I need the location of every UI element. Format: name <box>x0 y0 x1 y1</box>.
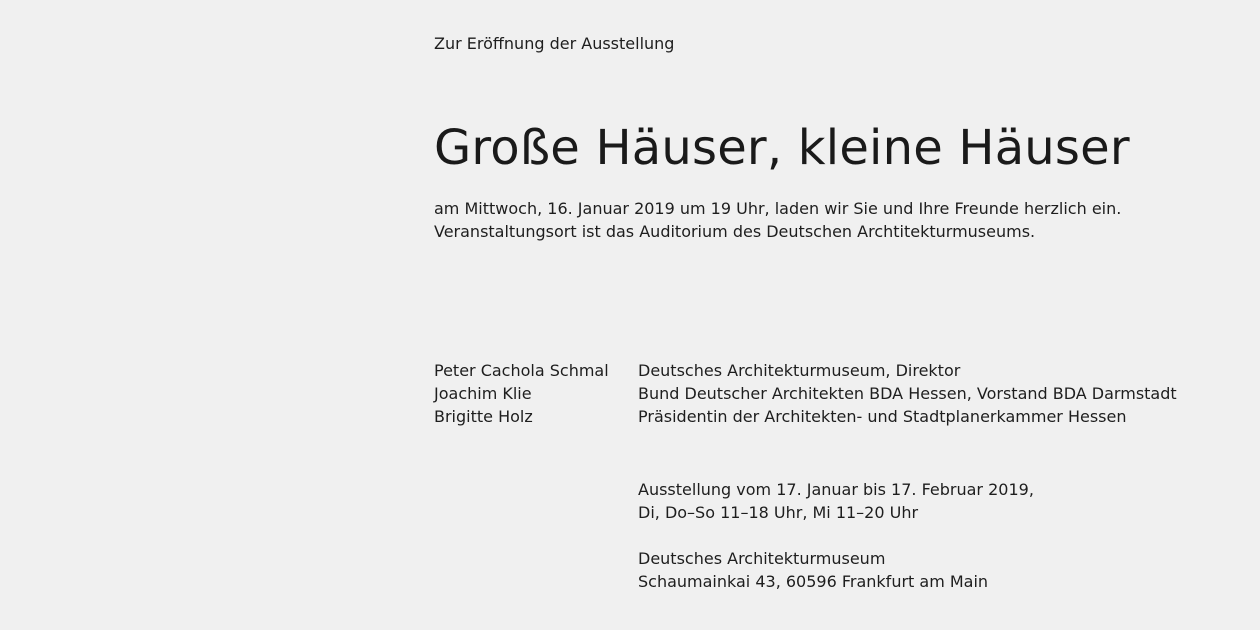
speaker-name: Peter Cachola Schmal <box>434 361 609 380</box>
kicker-text: Zur Eröffnung der Ausstellung <box>434 34 675 53</box>
speaker-row <box>434 359 1177 382</box>
venue-address: Schaumainkai 43, 60596 Frankfurt am Main <box>638 572 989 591</box>
speaker-list <box>434 359 1177 428</box>
page-title: Große Häuser, kleine Häuser <box>434 120 1130 176</box>
speaker-row <box>434 382 1177 405</box>
intro-line: Veranstaltungsort ist das Auditorium des Deutschen Archtitekturmuseums. <box>434 222 1036 241</box>
spacer <box>638 524 1034 547</box>
speaker-name: Brigitte Holz <box>434 407 533 426</box>
speaker-role: Bund Deutscher Architekten BDA Hessen, Vorstand BDA Darmstadt <box>638 384 1177 403</box>
opening-hours: Di, Do–So 11–18 Uhr, Mi 11–20 Uhr <box>638 503 919 522</box>
speaker-row <box>434 405 1177 428</box>
intro-line: am Mittwoch, 16. Januar 2019 um 19 Uhr, laden wir Sie und Ihre Freunde herzlich ein. <box>434 199 1122 218</box>
intro-paragraph <box>434 197 1121 243</box>
exhibition-info <box>638 478 1034 593</box>
exhibition-dates: Ausstellung vom 17. Januar bis 17. Februar 2019, <box>638 480 1034 499</box>
speaker-role: Deutsches Architekturmuseum, Direktor <box>638 361 961 380</box>
speaker-name: Joachim Klie <box>434 384 532 403</box>
venue-name: Deutsches Architekturmuseum <box>638 549 886 568</box>
speaker-role: Präsidentin der Architekten- und Stadtplanerkammer Hessen <box>638 407 1127 426</box>
